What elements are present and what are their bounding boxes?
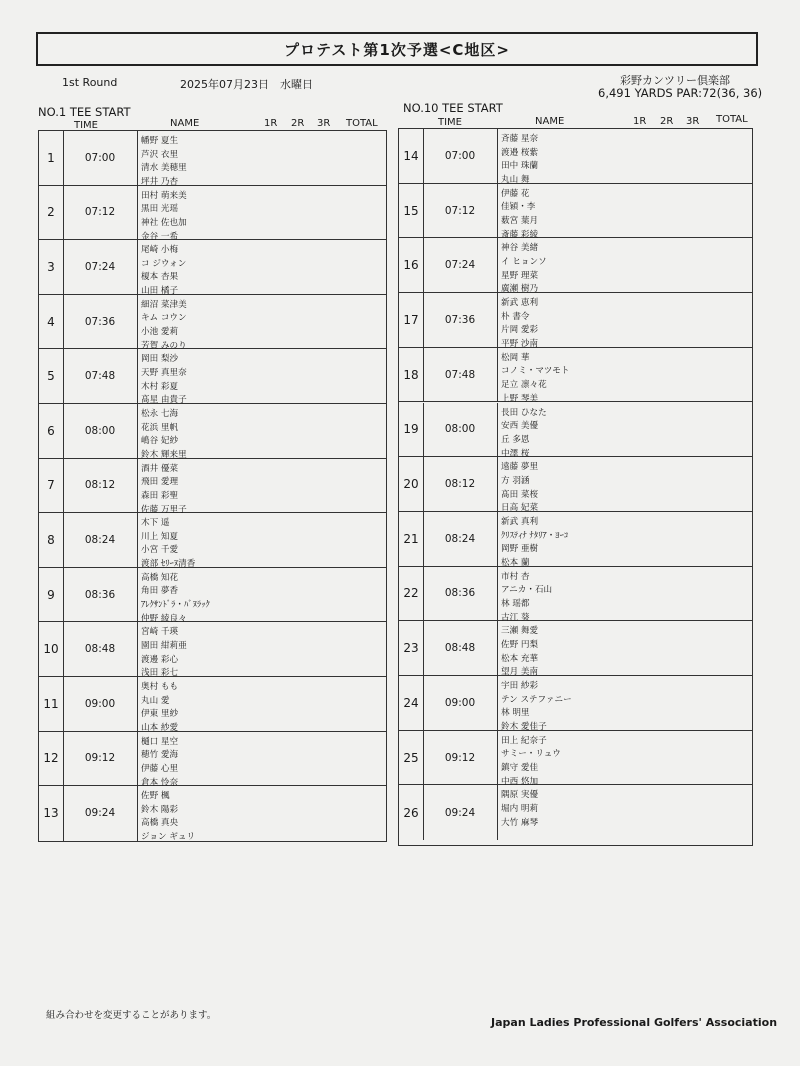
player-name: 松本 蘭 [501,557,530,568]
column-divider [497,238,498,292]
tee-time: 07:24 [444,259,476,272]
player-name: キム コウン [141,313,187,324]
group-number: 5 [47,369,55,384]
player-name: 森田 彩聖 [141,490,179,501]
group-number: 6 [47,423,55,438]
player-name: 岡田 梨沙 [141,354,179,365]
column-divider [137,513,138,567]
column-divider [497,676,498,730]
left-total-header: TOTAL [346,118,378,129]
group-number: 11 [43,696,59,711]
left-3r-header: 3R [317,118,331,129]
player-name: 安西 美優 [501,421,539,432]
column-divider [137,131,138,185]
player-name: 鈴木 輝来里 [141,449,187,460]
group-number: 8 [47,532,55,547]
player-name: テン ステファニー [501,694,572,705]
player-name: 丸山 愛 [141,695,170,706]
tee-time: 08:00 [84,424,116,437]
player-name: 田上 紀奈子 [501,735,547,746]
player-name: 伊藤 心里 [141,763,179,774]
pairing-group-row [399,512,752,567]
player-name: 宮崎 千瑛 [141,627,179,638]
player-name: コ ジウォン [141,258,187,269]
player-name: サミー・リュウ [501,749,561,760]
player-name: 金谷 一希 [141,231,179,242]
column-divider [137,240,138,294]
player-name: 芳賀 みのり [141,340,187,351]
column-divider [497,731,498,785]
player-name: 新武 真利 [501,516,539,527]
player-name: 天野 真里奈 [141,368,187,379]
player-name: 佐野 楓 [141,791,170,802]
tee-time: 07:36 [444,313,476,326]
player-name: 田村 萌来美 [141,190,187,201]
player-name: 木下 遥 [141,518,170,529]
player-name: 坪井 乃杏 [141,176,179,187]
player-name: 神社 佐也加 [141,217,187,228]
player-name: 三瀬 舞愛 [501,626,539,637]
pairing-group-row [39,240,386,295]
right-1r-header: 1R [633,116,647,127]
pairing-group-row [399,621,752,676]
tee-time: 08:00 [444,423,476,436]
tee-time: 07:24 [84,260,116,273]
right-name-header: NAME [535,116,565,127]
group-number: 17 [403,312,419,327]
player-name: 小池 愛莉 [141,327,179,338]
column-divider [497,457,498,511]
pairing-group-row [399,129,752,184]
column-divider [137,404,138,458]
player-name: 山本 紗愛 [141,722,179,733]
pairing-group-row [399,403,752,458]
player-name: 大竹 麻琴 [501,817,539,828]
right-tee-table [398,128,753,846]
column-divider [137,786,138,841]
player-name: 角田 夢香 [141,586,179,597]
group-number: 10 [43,642,59,657]
player-name: 芦沢 衣里 [141,149,179,160]
player-name: 佐藤 万里子 [141,504,187,515]
right-3r-header: 3R [686,116,700,127]
player-name: 飛田 愛理 [141,477,179,488]
left-time-header: TIME [74,120,99,131]
pairing-group-row [39,404,386,459]
tee-time: 07:12 [444,204,476,217]
player-name: 幡野 夏生 [141,136,179,146]
pairing-group-row [39,349,386,404]
player-name: コノミ・マツモト [501,366,570,377]
player-name: 佳穎・李 [501,202,536,213]
column-divider [497,348,498,402]
group-number: 2 [47,205,55,220]
date-label: 2025年07月23日 水曜日 [180,78,313,91]
pairing-group-row [39,186,386,241]
player-name: 古江 葵 [501,612,530,623]
column-divider [137,732,138,786]
player-name: 倉本 怜奈 [141,777,179,788]
pairing-group-row [399,348,752,403]
player-name: 中澤 桜 [501,448,530,459]
player-name: 黒田 光瑶 [141,204,179,215]
player-name: 市村 杏 [501,571,530,582]
player-name: 隅原 実優 [501,790,539,801]
player-name: 斎藤 彩綾 [501,229,539,240]
tee-time: 08:12 [84,479,116,492]
tee-time: 08:24 [444,532,476,545]
player-name: 細沼 菜津美 [141,299,187,310]
player-name: 朴 書令 [501,311,530,322]
pairing-group-row [39,513,386,568]
player-name: 星野 理菜 [501,270,539,281]
player-name: 伊東 里紗 [141,709,179,720]
pairing-group-row [399,731,752,786]
player-name: 林 明里 [501,708,530,719]
column-divider [137,349,138,403]
player-name: アニカ・石山 [501,585,553,596]
group-number: 1 [47,150,55,165]
player-name: 髙田 菜桜 [501,489,539,500]
player-name: 薮宮 葉月 [501,216,539,227]
player-name: 酒井 優菜 [141,463,179,474]
tee-time: 07:12 [84,206,116,219]
group-number: 12 [43,751,59,766]
right-time-header: TIME [438,117,463,128]
player-name: ｱﾚｸｻﾝﾄﾞﾗ・ﾊﾞﾇﾗｯｸ [141,600,210,611]
player-name: 松本 充華 [501,653,539,664]
pairing-group-row [39,622,386,677]
round-label: 1st Round [62,76,118,89]
pairing-group-row [399,785,752,840]
tee-time: 07:48 [84,370,116,383]
column-divider [137,622,138,676]
player-name: 田中 珠蘭 [501,161,539,172]
player-name: 伊藤 花 [501,188,530,199]
tee-time: 08:48 [444,642,476,655]
player-name: 中西 悠加 [501,776,539,787]
tee-time: 09:12 [84,752,116,765]
pairing-group-row [399,293,752,348]
group-number: 3 [47,259,55,274]
column-divider [137,186,138,240]
column-divider [497,184,498,238]
group-number: 14 [403,148,419,163]
tee-time: 08:12 [444,478,476,491]
player-name: 丘 多恩 [501,434,530,445]
player-name: 渡邉 桜紫 [501,147,539,158]
pairing-group-row [39,131,386,186]
player-name: イ ヒョンソ [501,257,547,268]
column-divider [497,129,498,183]
group-number: 15 [403,203,419,218]
column-divider [137,295,138,349]
group-number: 20 [403,477,419,492]
group-number: 19 [403,422,419,437]
tee-time: 08:36 [84,588,116,601]
pairing-group-row [399,567,752,622]
player-name: 宇田 紗彩 [501,681,539,691]
group-number: 25 [403,750,419,765]
player-name: 上野 琴美 [501,393,539,404]
column-divider [137,459,138,513]
player-name: 新武 恵利 [501,298,539,309]
group-number: 26 [403,805,419,820]
left-tee-table [38,130,387,842]
left-1r-header: 1R [264,118,278,129]
pairing-group-row [399,238,752,293]
pairing-group-row [399,457,752,512]
player-name: 鎮守 愛佳 [501,763,539,774]
left-name-header: NAME [170,118,200,129]
player-name: ｸﾘｽﾃｨﾅ ﾅﾀﾘｱ・ﾖｰｺ [501,530,569,541]
player-name: 榎本 杏果 [141,272,179,283]
player-name: 松岡 華 [501,352,530,363]
tee-time: 09:24 [444,806,476,819]
player-name: 佐野 円梨 [501,639,539,650]
player-name: 清水 美穂里 [141,163,187,174]
pairing-group-row [399,676,752,731]
column-divider [497,567,498,621]
page-title: プロテスト第1次予選<C地区> [36,32,758,66]
tee-time: 09:24 [84,807,116,820]
group-number: 16 [403,258,419,273]
group-number: 13 [43,806,59,821]
player-name: 丸山 舞 [501,175,530,186]
player-name: 穂竹 愛海 [141,750,179,761]
player-name: 堀内 明莉 [501,804,539,815]
player-name: 岡野 亜樹 [501,544,539,555]
player-name: 廣瀬 樹乃 [501,284,539,295]
player-name: 鈴木 愛佳子 [501,722,547,733]
player-name: 園田 紺莉亜 [141,641,187,652]
pairing-group-row [39,677,386,732]
pairing-group-row [39,459,386,514]
tee-time: 08:48 [84,643,116,656]
player-name: 渡部 ｾﾘｰﾇ清香 [141,559,196,570]
player-name: ジョン ギュリ [141,832,196,843]
player-name: 望月 美南 [501,667,539,678]
column-divider [137,677,138,731]
tee-time: 07:48 [444,368,476,381]
player-name: 高橋 真央 [141,818,179,829]
tee-time: 08:24 [84,533,116,546]
player-name: 松永 七海 [141,409,179,419]
column-divider [497,621,498,675]
player-name: 髙星 由貴子 [141,395,187,406]
player-name: 鈴木 陽彩 [141,804,179,815]
group-number: 18 [403,367,419,382]
left-tee-title: NO.1 TEE START [38,105,131,119]
player-name: 小宮 千愛 [141,545,179,556]
yardage-label: 6,491 YARDS PAR:72(36, 36) [598,86,763,100]
right-total-header: TOTAL [716,114,748,125]
pairing-group-row [39,786,386,841]
group-number: 24 [403,695,419,710]
group-number: 9 [47,587,55,602]
tee-time: 09:00 [444,696,476,709]
group-number: 22 [403,586,419,601]
column-divider [497,293,498,347]
group-number: 7 [47,478,55,493]
tee-time: 07:00 [444,149,476,162]
tee-time: 07:36 [84,315,116,328]
player-name: 日高 妃菜 [501,503,539,514]
footer-note: 組み合わせを変更することがあります。 [46,1010,217,1021]
player-name: 林 瑶都 [501,598,530,609]
player-name: 高橋 知花 [141,572,179,583]
footer-organization: Japan Ladies Professional Golfers' Association [491,1016,778,1029]
column-divider [137,568,138,622]
player-name: 遠藤 夢里 [501,462,539,473]
pairing-group-row [39,295,386,350]
player-name: 山田 橘子 [141,286,179,297]
tee-time: 07:00 [84,151,116,164]
right-2r-header: 2R [660,116,674,127]
player-name: 尾崎 小梅 [141,245,179,256]
column-divider [497,785,498,840]
column-divider [497,403,498,457]
player-name: 樋口 星空 [141,736,179,747]
player-name: 木村 彩夏 [141,381,179,392]
venue-label: 彩野カンツリー倶楽部 [620,74,730,87]
player-name: 片岡 愛彩 [501,325,539,336]
player-name: 浅田 彩七 [141,668,179,679]
group-number: 4 [47,314,55,329]
group-number: 21 [403,531,419,546]
player-name: 花浜 里帆 [141,422,179,433]
player-name: 斉藤 星奈 [501,134,539,144]
player-name: 奥村 もも [141,682,179,692]
pairing-group-row [39,732,386,787]
player-name: 神谷 美緒 [501,243,539,254]
pairing-group-row [399,184,752,239]
player-name: 仲野 綾良々 [141,613,187,624]
player-name: 長田 ひなた [501,407,547,418]
player-name: 平野 沙南 [501,339,539,350]
pairing-group-row [39,568,386,623]
group-number: 23 [403,641,419,656]
left-2r-header: 2R [291,118,305,129]
tee-time: 09:12 [444,751,476,764]
tee-time: 09:00 [84,697,116,710]
player-name: 足立 凛々花 [501,380,547,391]
player-name: 川上 知夏 [141,531,179,542]
right-tee-title: NO.10 TEE START [403,101,503,115]
player-name: 方 羽涵 [501,475,530,486]
tee-time: 08:36 [444,587,476,600]
player-name: 渡邊 彩心 [141,654,179,665]
column-divider [497,512,498,566]
player-name: 嶋谷 妃紗 [141,436,179,447]
